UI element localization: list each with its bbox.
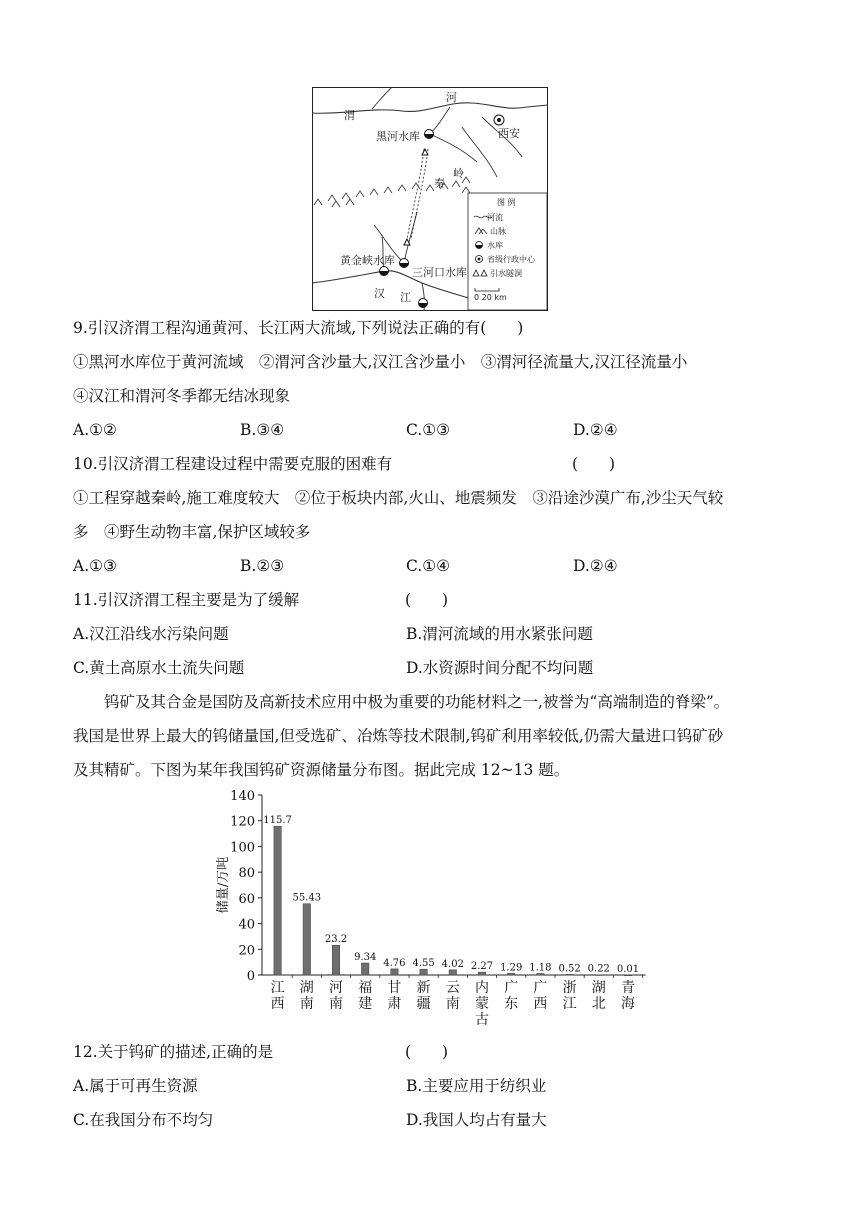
q9-statements-2: ④汉江和渭河冬季都无结冰现象	[73, 387, 291, 405]
data-label-7: 2.27	[470, 961, 494, 973]
label-huangjin: 黄金峡水库	[340, 254, 395, 267]
bar-1	[303, 904, 311, 975]
q12-option-a[interactable]: A.属于可再生资源	[73, 1077, 198, 1095]
q9-option-d[interactable]: D.②④	[573, 421, 618, 439]
q10-option-d[interactable]: D.②④	[573, 557, 618, 575]
q10-statements-2: 多 ④野生动物丰富,保护区域较多	[73, 523, 311, 541]
category-label-12: 海	[621, 996, 635, 1012]
data-label-2: 23.2	[324, 934, 348, 946]
y-tick-label: 100	[230, 840, 255, 856]
bar-10	[566, 974, 574, 975]
category-label-12: 青	[621, 980, 635, 996]
category-label-0: 江	[270, 980, 285, 996]
label-heihe: 黑河水库	[376, 130, 420, 143]
bar-12	[624, 975, 632, 976]
y-tick-label: 0	[246, 969, 255, 984]
q11-stem: 11.引汉济渭工程主要是为了缓解	[73, 591, 300, 609]
data-label-0: 115.7	[263, 815, 292, 827]
label-sanhe: 三河口水库	[412, 266, 467, 279]
q12-option-d[interactable]: D.我国人均占有量大	[406, 1111, 547, 1129]
category-label-0: 西	[270, 996, 285, 1012]
bar-2	[332, 945, 340, 975]
data-label-6: 4.02	[441, 958, 464, 970]
category-label-3: 建	[358, 996, 373, 1012]
category-label-5: 疆	[416, 996, 431, 1012]
data-label-10: 0.52	[558, 963, 581, 975]
label-qin: 秦	[434, 177, 445, 190]
q11-option-b[interactable]: B.渭河流域的用水紧张问题	[406, 625, 593, 643]
category-label-10: 江	[562, 996, 577, 1012]
data-label-8: 1.29	[500, 962, 523, 974]
category-label-9: 广	[533, 980, 548, 996]
category-label-5: 新	[416, 980, 431, 996]
q10-option-a[interactable]: A.①③	[73, 557, 117, 575]
legend-capital: 省级行政中心	[487, 255, 535, 264]
data-label-4: 4.76	[383, 957, 406, 969]
q11-option-d[interactable]: D.水资源时间分配不均问题	[406, 659, 594, 677]
bar-6	[449, 970, 457, 975]
y-axis-label: 储量/万吨	[216, 856, 231, 914]
map-legend	[468, 193, 547, 310]
bar-5	[420, 969, 428, 975]
label-he: 河	[446, 91, 457, 104]
legend-reservoir: 水库	[487, 241, 503, 250]
category-label-4: 肃	[387, 996, 402, 1012]
q11-option-a[interactable]: A.汉江沿线水污染问题	[73, 625, 229, 643]
bar-9	[537, 973, 545, 975]
q10-stem: 10.引汉济渭工程建设过程中需要克服的困难有	[73, 455, 393, 473]
bar-7	[478, 972, 486, 975]
label-wei: 渭	[344, 109, 355, 122]
category-label-1: 湖	[299, 980, 314, 996]
category-label-11: 湖	[591, 980, 606, 996]
q9-option-a[interactable]: A.①②	[73, 421, 117, 439]
category-label-9: 西	[533, 996, 548, 1012]
label-xian: 西安	[498, 127, 520, 140]
legend-tunnel: 引水隧洞	[490, 269, 522, 278]
data-label-11: 0.22	[587, 963, 610, 975]
category-label-1: 南	[299, 996, 314, 1012]
y-tick-label: 60	[238, 891, 255, 907]
q9-option-b[interactable]: B.③④	[240, 421, 285, 439]
map-figure	[312, 87, 548, 311]
q9-stem: 9.引汉济渭工程沟通黄河、长江两大流域,下列说法正确的有( )	[73, 319, 524, 337]
legend-scale: 0 20 km	[474, 293, 507, 302]
passage-line-2: 我国是世界上最大的钨储量国,但受选矿、冶炼等技术限制,钨矿利用率较低,仍需大量进口钨矿砂	[73, 727, 724, 745]
legend-river: 河流	[487, 213, 503, 222]
q12-option-c[interactable]: C.在我国分布不均匀	[73, 1111, 214, 1129]
q12-stem: 12.关于钨矿的描述,正确的是	[73, 1043, 274, 1061]
category-label-7: 蒙	[475, 996, 489, 1012]
label-ling: 岭	[453, 167, 464, 180]
category-label-10: 浙	[562, 980, 577, 996]
category-label-2: 南	[329, 996, 343, 1012]
data-label-3: 9.34	[354, 951, 377, 963]
bar-8	[507, 973, 515, 975]
y-tick-label: 120	[230, 814, 255, 830]
y-tick-label: 80	[238, 866, 255, 882]
y-tick-label: 40	[238, 917, 255, 933]
label-jiang: 江	[400, 291, 411, 304]
category-label-4: 甘	[387, 980, 402, 996]
data-label-9: 1.18	[529, 962, 552, 974]
tungsten-reserve-chart	[205, 785, 655, 1035]
category-label-6: 南	[445, 996, 460, 1012]
q11-option-c[interactable]: C.黄土高原水土流失问题	[73, 659, 245, 677]
category-label-6: 云	[445, 980, 460, 996]
q9-statements-1: ①黑河水库位于黄河流域 ②渭河含沙量大,汉江含沙量小 ③渭河径流量大,汉江径流量小	[73, 353, 688, 371]
q10-paren: ( )	[572, 455, 616, 473]
legend-title: 图 例	[497, 198, 516, 207]
data-label-5: 4.55	[412, 958, 435, 970]
category-label-2: 河	[329, 980, 343, 996]
category-label-8: 广	[504, 980, 519, 996]
q11-paren: ( )	[405, 591, 449, 609]
category-label-7: 古	[475, 1012, 489, 1028]
category-label-7: 内	[475, 980, 489, 996]
label-han: 汉	[374, 287, 385, 300]
category-label-11: 北	[591, 996, 606, 1012]
bar-4	[391, 969, 399, 975]
y-tick-label: 140	[230, 789, 255, 804]
q9-option-c[interactable]: C.①③	[406, 421, 451, 439]
data-label-12: 0.01	[616, 963, 640, 975]
q12-paren: ( )	[405, 1043, 449, 1061]
q10-option-b[interactable]: B.②③	[240, 557, 285, 575]
category-label-3: 福	[358, 980, 373, 996]
bar-11	[595, 975, 603, 976]
bar-0	[274, 826, 282, 975]
legend-mountain: 山脉	[490, 227, 506, 236]
q12-option-b[interactable]: B.主要应用于纺织业	[406, 1077, 547, 1095]
passage-line-3: 及其精矿。下图为某年我国钨矿资源储量分布图。据此完成 12~13 题。	[73, 761, 570, 779]
passage-line-1: 钨矿及其合金是国防及高新技术应用中极为重要的功能材料之一,被誉为“高端制造的脊梁”。	[104, 693, 730, 711]
q10-statements-1: ①工程穿越秦岭,施工难度较大 ②位于板块内部,火山、地震频发 ③沿途沙漠广布,沙尘天气较	[73, 489, 724, 507]
q10-option-c[interactable]: C.①④	[406, 557, 451, 575]
category-label-8: 东	[504, 996, 519, 1012]
data-label-1: 55.43	[292, 892, 322, 904]
y-tick-label: 20	[238, 943, 255, 959]
bar-3	[361, 963, 369, 975]
